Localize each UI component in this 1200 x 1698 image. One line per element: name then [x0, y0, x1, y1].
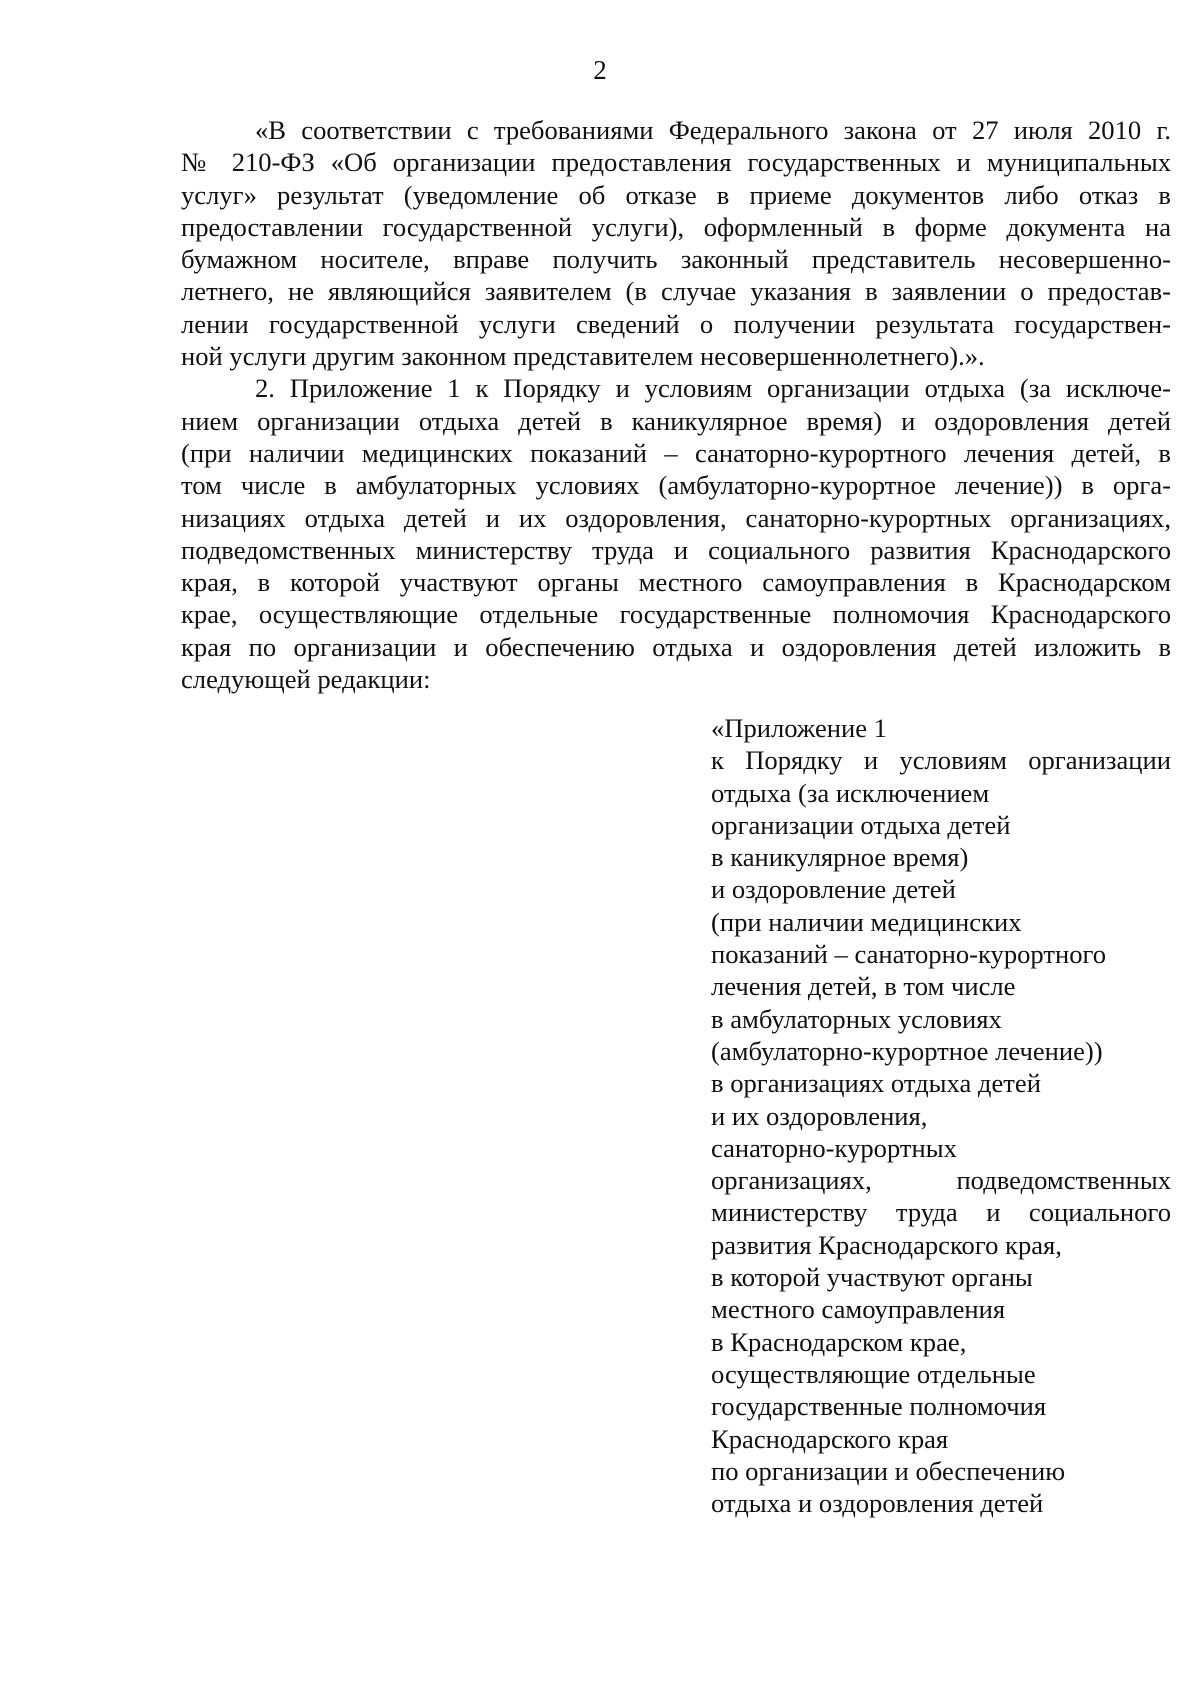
paragraph-line: предоставлении государственной услуги), оформленный в форме документа на [181, 211, 1171, 242]
appendix-line: (амбулаторно-курортное лечение)) [711, 1035, 1103, 1066]
appendix-line: государственные полномочия [711, 1391, 1047, 1422]
appendix-line: показаний – санаторно-курортного [711, 939, 1107, 970]
paragraph-line: низациях отдыха детей и их оздоровления, санаторно-курортных организациях, [181, 502, 1171, 533]
paragraph-line: ной услуги другим законном представителем несовершеннолетнего).». [181, 341, 985, 372]
appendix-line: в которой участвуют органы [711, 1262, 1033, 1293]
appendix-line: осуществляющие отдельные [711, 1358, 1036, 1389]
appendix-line: санаторно-курортных [711, 1132, 957, 1163]
paragraph-line: нием организации отдыха детей в каникулярное время) и оздоровления детей [181, 405, 1171, 436]
paragraph-line: следующей редакции: [181, 664, 431, 695]
paragraph-line: подведомственных министерству труда и социального развития Краснодарского [181, 534, 1171, 565]
paragraph-line: края по организации и обеспечению отдыха и оздоровления детей изложить в [181, 631, 1171, 662]
paragraph-line: 2. Приложение 1 к Порядку и условиям организации отдыха (за исключе- [255, 373, 1171, 404]
appendix-line: министерству труда и социального [711, 1197, 1171, 1228]
appendix-line: отдыха (за исключением [711, 777, 990, 808]
appendix-line: «Приложение 1 [711, 713, 887, 743]
appendix-line: по организации и обеспечению [711, 1455, 1066, 1486]
appendix-line: местного самоуправления [711, 1294, 1006, 1325]
paragraph-line: № 210-ФЗ «Об организации предоставления государственных и муниципальных [181, 147, 1171, 178]
appendix-heading-block [711, 712, 1171, 1519]
appendix-line: Краснодарского края [711, 1423, 949, 1454]
paragraph-line: крае, осуществляющие отдельные государственные полномочия Краснодарского [181, 599, 1171, 630]
appendix-line: лечения детей, в том числе [711, 971, 1016, 1002]
appendix-line: в организациях отдыха детей [711, 1068, 1041, 1099]
appendix-line: организации отдыха детей [711, 809, 1011, 840]
main-text [181, 114, 1171, 695]
appendix-line: и оздоровление детей [711, 874, 956, 905]
paragraph-line: (при наличии медицинских показаний – санаторно-курортного лечения детей, в [181, 437, 1171, 468]
appendix-line: организациях, подведомственных [711, 1165, 1171, 1196]
appendix-line: в амбулаторных условиях [711, 1003, 1002, 1034]
paragraph-line: бумажном носителе, вправе получить законный представитель несовершенно- [181, 244, 1171, 275]
paragraph-line: том числе в амбулаторных условиях (амбулаторно-курортное лечение)) в орга- [181, 470, 1171, 501]
appendix-line: и их оздоровления, [711, 1100, 928, 1131]
appendix-line: отдыха и оздоровления детей [711, 1488, 1044, 1519]
paragraph-line: лении государственной услуги сведений о получении результата государствен- [181, 308, 1171, 339]
paragraph-line: «В соответствии с требованиями Федерального закона от 27 июля 2010 г. [255, 115, 1171, 145]
paragraph-line: летнего, не являющийся заявителем (в случае указания в заявлении о предостав- [181, 276, 1171, 307]
page-number: 2 [593, 55, 607, 85]
paragraph-line: края, в которой участвуют органы местного самоуправления в Краснодарском [181, 567, 1171, 598]
appendix-line: в каникулярное время) [711, 842, 969, 873]
appendix-line: к Порядку и условиям организации [711, 745, 1171, 776]
paragraph-2 [181, 372, 1171, 695]
paragraph-1 [181, 114, 1171, 372]
appendix-line: развития Краснодарского края, [711, 1229, 1062, 1260]
appendix-line: (при наличии медицинских [711, 906, 1022, 937]
appendix-line: в Краснодарском крае, [711, 1326, 967, 1357]
paragraph-line: услуг» результат (уведомление об отказе в приеме документов либо отказ в [181, 179, 1171, 210]
